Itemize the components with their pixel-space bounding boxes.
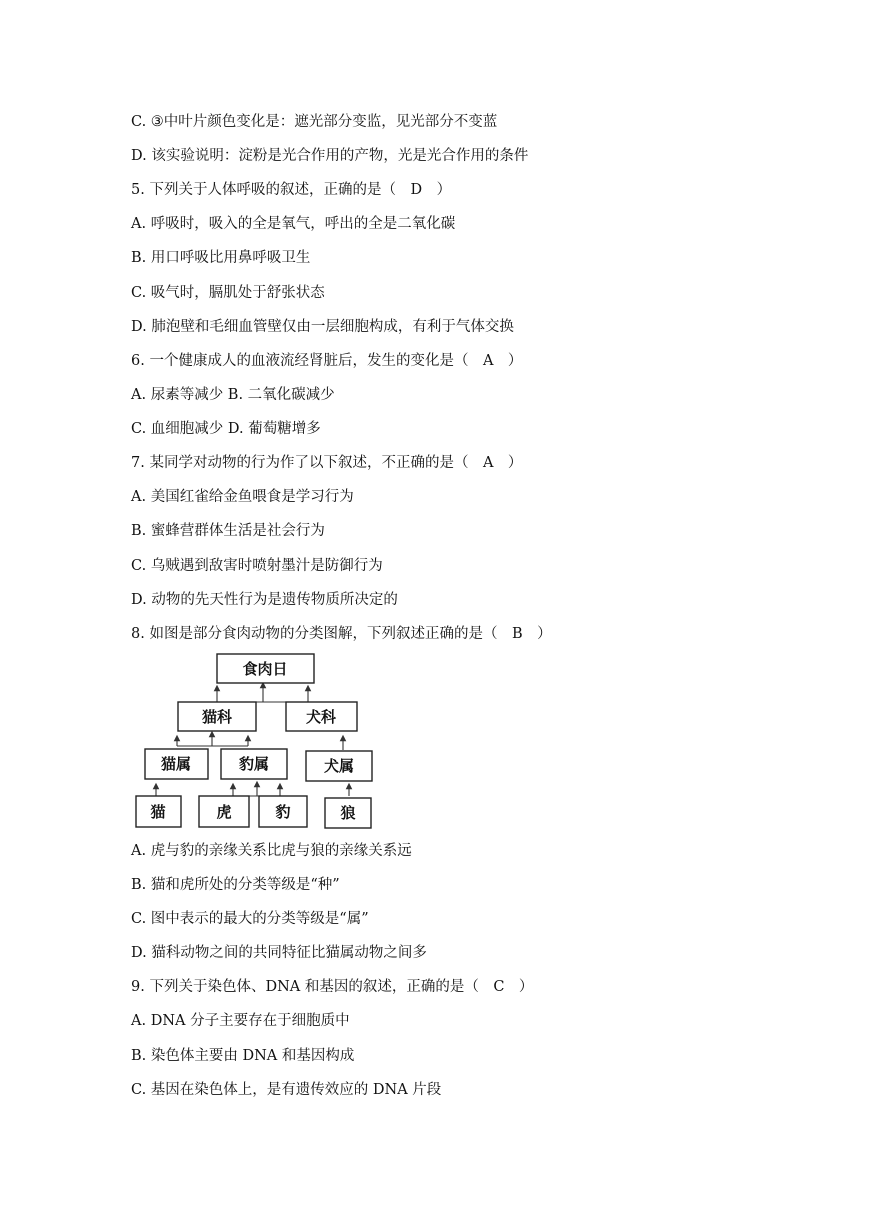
option-line: D. 肺泡壁和毛细血管壁仅由一层细胞构成，有利于气体交换 <box>131 319 514 335</box>
svg-text:猫属: 猫属 <box>160 755 192 773</box>
option-line: C. 血细胞减少 D. 葡萄糖增多 <box>131 421 321 437</box>
node-species-cat <box>136 796 181 827</box>
svg-text:豹属: 豹属 <box>238 755 270 773</box>
node-species-leopard <box>259 796 307 827</box>
node-genus-leopard <box>221 749 287 779</box>
option-line: A. DNA 分子主要存在于细胞质中 <box>131 1013 350 1029</box>
node-species-wolf <box>325 798 371 828</box>
question-6: 6. 一个健康成人的血液流经肾脏后，发生的变化是（ A ） <box>131 353 523 369</box>
option-line: D. 猫科动物之间的共同特征比猫属动物之间多 <box>131 945 427 961</box>
classification-diagram <box>133 650 379 832</box>
svg-text:虎: 虎 <box>216 803 232 821</box>
question-7: 7. 某同学对动物的行为作了以下叙述，不正确的是（ A ） <box>131 455 523 471</box>
option-line: C. 图中表示的最大的分类等级是“属” <box>131 911 369 927</box>
svg-text:豹: 豹 <box>275 803 291 821</box>
node-genus-dog <box>306 751 372 781</box>
option-line: A. 尿素等减少 B. 二氧化碳减少 <box>131 387 335 403</box>
option-line: C. 乌贼遇到敌害时喷射墨汁是防御行为 <box>131 558 383 574</box>
svg-text:狼: 狼 <box>340 804 356 822</box>
option-line: A. 虎与豹的亲缘关系比虎与狼的亲缘关系远 <box>131 843 412 859</box>
question-9: 9. 下列关于染色体、DNA 和基因的叙述，正确的是（ C ） <box>131 979 534 995</box>
option-line: B. 用口呼吸比用鼻呼吸卫生 <box>131 250 311 266</box>
option-line: A. 呼吸时，吸入的全是氧气，呼出的全是二氧化碳 <box>131 216 456 232</box>
question-8: 8. 如图是部分食肉动物的分类图解，下列叙述正确的是（ B ） <box>131 626 552 642</box>
svg-text:猫科: 猫科 <box>201 708 233 726</box>
svg-text:猫: 猫 <box>150 803 166 821</box>
text-line: C. ③中叶片颜色变化是：遮光部分变监，见光部分不变蓝 <box>131 114 498 130</box>
node-family-dog <box>286 702 357 731</box>
option-line: A. 美国红雀给金鱼喂食是学习行为 <box>131 489 354 505</box>
node-genus-cat <box>145 749 208 779</box>
svg-text:犬科: 犬科 <box>305 708 337 726</box>
option-line: C. 基因在染色体上，是有遗传效应的 DNA 片段 <box>131 1082 442 1098</box>
text-line: D. 该实验说明：淀粉是光合作用的产物，光是光合作用的条件 <box>131 148 529 164</box>
option-line: B. 猫和虎所处的分类等级是“种” <box>131 877 340 893</box>
option-line: D. 动物的先天性行为是遗传物质所决定的 <box>131 592 398 608</box>
node-family-cat <box>178 702 256 731</box>
option-line: B. 染色体主要由 DNA 和基因构成 <box>131 1048 355 1064</box>
node-species-tiger <box>199 796 249 827</box>
question-5: 5. 下列关于人体呼吸的叙述，正确的是（ D ） <box>131 182 452 198</box>
svg-text:犬属: 犬属 <box>323 757 355 775</box>
option-line: C. 吸气时，膈肌处于舒张状态 <box>131 285 325 301</box>
svg-text:食肉日: 食肉日 <box>242 660 288 678</box>
option-line: B. 蜜蜂营群体生活是社会行为 <box>131 523 325 539</box>
node-order <box>217 654 314 683</box>
